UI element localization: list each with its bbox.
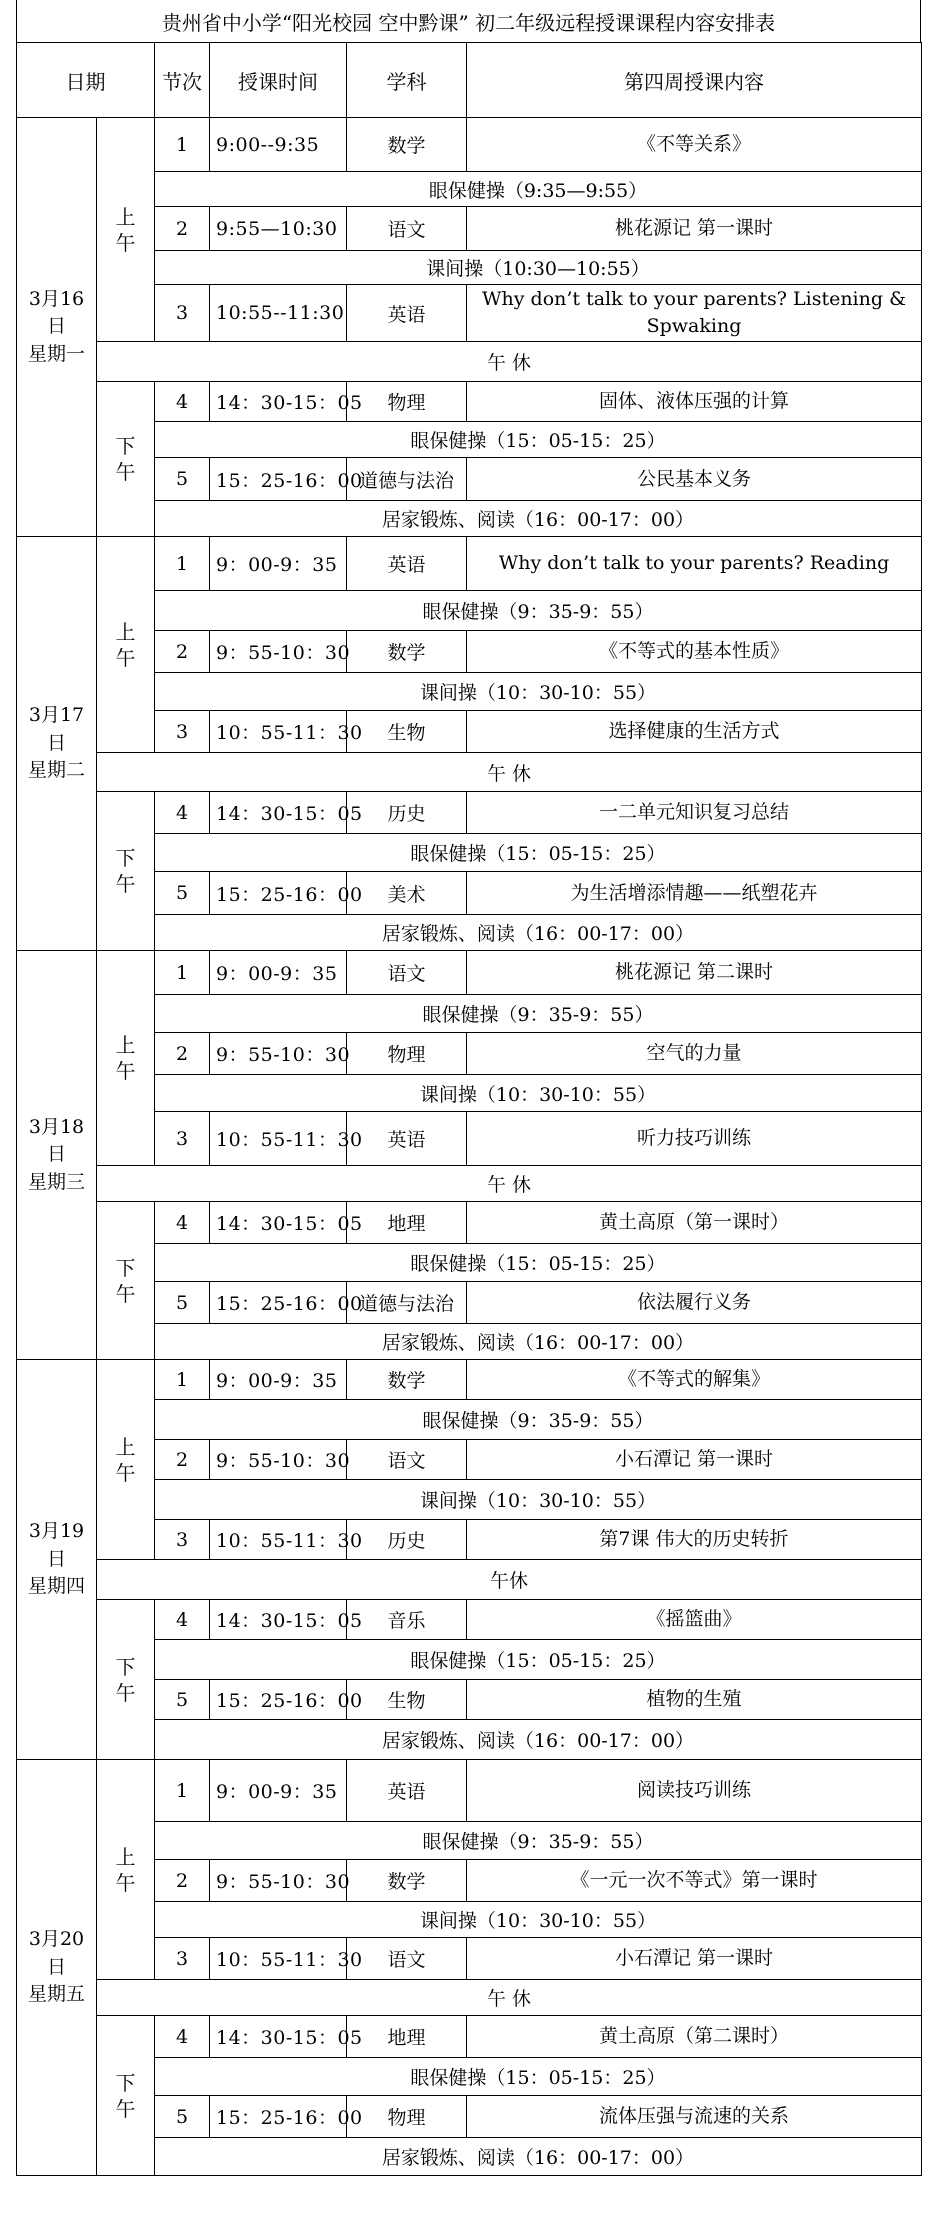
half-day-text: 下午 [115, 434, 136, 484]
break-activity: 眼保健操（15：05-15：25） [155, 1244, 922, 1282]
class-subject: 英语 [347, 1112, 467, 1166]
period-number: 1 [155, 537, 210, 591]
class-time: 14：30-15：05 [210, 1202, 347, 1244]
class-subject: 地理 [347, 1202, 467, 1244]
break-activity: 居家锻炼、阅读（16：00-17：00） [155, 915, 922, 951]
class-time: 15：25-16：00 [210, 2096, 347, 2138]
weekday-text: 星期三 [27, 1170, 85, 1193]
class-subject: 英语 [347, 537, 467, 591]
class-time: 10：55-11：30 [210, 711, 347, 753]
lunch-row [17, 342, 922, 382]
break-activity: 眼保健操（9：35-9：55） [155, 1822, 922, 1860]
class-time: 10：55-11：30 [210, 1112, 347, 1166]
schedule-table [16, 42, 922, 2176]
period-number: 3 [155, 711, 210, 753]
date-text: 3月19日 [28, 1520, 85, 1570]
class-subject: 数学 [347, 631, 467, 673]
class-content: 依法履行义务 [467, 1282, 922, 1324]
lunch-break: 午 休 [97, 1980, 922, 2016]
class-time: 9：55-10：30 [210, 631, 347, 673]
half-day-text: 下午 [115, 846, 136, 896]
header-subject: 学科 [347, 43, 467, 118]
class-subject: 语文 [347, 1938, 467, 1980]
period-number: 3 [155, 1112, 210, 1166]
period-number: 3 [155, 1520, 210, 1560]
period-number: 4 [155, 1600, 210, 1640]
period-number: 5 [155, 2096, 210, 2138]
class-row [17, 951, 922, 995]
class-time: 15：25-16：00 [210, 458, 347, 501]
break-activity: 课间操（10：30-10：55） [155, 1480, 922, 1520]
header-period: 节次 [155, 43, 210, 118]
class-content: 《不等式的解集》 [467, 1360, 922, 1400]
morning-label [97, 1760, 155, 1980]
break-activity: 眼保健操（9：35-9：55） [155, 1400, 922, 1440]
class-time: 10：55-11：30 [210, 1938, 347, 1980]
break-activity: 眼保健操（9：35-9：55） [155, 591, 922, 631]
half-day-text: 下午 [115, 1654, 136, 1705]
class-content: 《摇篮曲》 [467, 1600, 922, 1640]
period-number: 4 [155, 792, 210, 834]
class-time: 15：25-16：00 [210, 1282, 347, 1324]
date-cell [17, 1360, 97, 1760]
afternoon-label [97, 1600, 155, 1760]
class-row [17, 118, 922, 172]
period-number: 5 [155, 872, 210, 915]
header-time: 授课时间 [210, 43, 347, 118]
schedule-body [17, 118, 922, 2176]
date-cell [17, 951, 97, 1360]
class-content: 流体压强与流速的关系 [467, 2096, 922, 2138]
period-number: 2 [155, 1033, 210, 1075]
class-time: 9：00-9：35 [210, 1360, 347, 1400]
class-content: 植物的生殖 [467, 1680, 922, 1720]
header-row [17, 43, 922, 118]
date-text: 3月17日 [28, 704, 85, 754]
break-activity: 眼保健操（9：35-9：55） [155, 995, 922, 1033]
class-subject: 英语 [347, 285, 467, 342]
class-content: 固体、液体压强的计算 [467, 382, 922, 422]
break-activity: 课间操（10：30-10：55） [155, 1902, 922, 1938]
half-day-text: 上午 [115, 1434, 136, 1485]
class-time: 14：30-15：05 [210, 792, 347, 834]
date-cell [17, 537, 97, 951]
half-day-text: 上午 [115, 1033, 136, 1083]
break-activity: 居家锻炼、阅读（16：00-17：00） [155, 1720, 922, 1760]
class-time: 9:00--9:35 [210, 118, 347, 172]
afternoon-label [97, 792, 155, 951]
class-row [17, 1760, 922, 1822]
period-number: 5 [155, 1680, 210, 1720]
class-time: 14：30-15：05 [210, 382, 347, 422]
class-time: 9：55-10：30 [210, 1440, 347, 1480]
class-content: 《不等关系》 [467, 118, 922, 172]
break-activity: 眼保健操（15：05-15：25） [155, 2058, 922, 2096]
period-number: 3 [155, 285, 210, 342]
page-title: 贵州省中小学“阳光校园 空中黔课” 初二年级远程授课课程内容安排表 [16, 0, 921, 42]
break-activity: 课间操（10：30-10：55） [155, 1075, 922, 1112]
morning-label [97, 118, 155, 342]
period-number: 1 [155, 1760, 210, 1822]
weekday-text: 星期五 [27, 1983, 85, 2006]
period-number: 5 [155, 458, 210, 501]
class-content: 小石潭记 第一课时 [467, 1440, 922, 1480]
lunch-row [17, 753, 922, 792]
class-subject: 历史 [347, 792, 467, 834]
class-time: 14：30-15：05 [210, 2016, 347, 2058]
class-content: 第7课 伟大的历史转折 [467, 1520, 922, 1560]
half-day-text: 上午 [115, 619, 136, 670]
class-row [17, 1202, 922, 1244]
class-subject: 地理 [347, 2016, 467, 2058]
class-time: 9：00-9：35 [210, 951, 347, 995]
period-number: 4 [155, 1202, 210, 1244]
break-activity: 课间操（10:30—10:55） [155, 251, 922, 285]
break-activity: 眼保健操（15：05-15：25） [155, 422, 922, 458]
class-row [17, 382, 922, 422]
class-subject: 物理 [347, 382, 467, 422]
weekday-text: 星期四 [27, 1575, 85, 1598]
break-activity: 眼保健操（15：05-15：25） [155, 1640, 922, 1680]
class-content: 《不等式的基本性质》 [467, 631, 922, 673]
class-subject: 道德与法治 [347, 458, 467, 501]
header-date: 日期 [17, 43, 155, 118]
class-time: 15：25-16：00 [210, 872, 347, 915]
afternoon-label [97, 2016, 155, 2176]
class-row [17, 1600, 922, 1640]
period-number: 3 [155, 1938, 210, 1980]
afternoon-label [97, 382, 155, 537]
class-time: 10：55-11：30 [210, 1520, 347, 1560]
class-subject: 生物 [347, 1680, 467, 1720]
period-number: 4 [155, 2016, 210, 2058]
lunch-row [17, 1560, 922, 1600]
class-row [17, 792, 922, 834]
class-time: 9：00-9：35 [210, 537, 347, 591]
class-subject: 数学 [347, 118, 467, 172]
class-content: 黄土高原（第二课时） [467, 2016, 922, 2058]
class-subject: 音乐 [347, 1600, 467, 1640]
date-text: 3月16日 [28, 287, 85, 338]
break-activity: 居家锻炼、阅读（16：00-17：00） [155, 1324, 922, 1360]
class-time: 10:55--11:30 [210, 285, 347, 342]
class-row [17, 2016, 922, 2058]
break-activity: 眼保健操（15：05-15：25） [155, 834, 922, 872]
lunch-break: 午 休 [97, 1166, 922, 1202]
class-content: 空气的力量 [467, 1033, 922, 1075]
class-time: 9：55-10：30 [210, 1033, 347, 1075]
class-subject: 英语 [347, 1760, 467, 1822]
date-cell [17, 1760, 97, 2176]
break-activity: 眼保健操（9:35—9:55） [155, 172, 922, 207]
class-subject: 物理 [347, 2096, 467, 2138]
class-content: 一二单元知识复习总结 [467, 792, 922, 834]
afternoon-label [97, 1202, 155, 1360]
weekday-text: 星期一 [27, 342, 85, 365]
lunch-break: 午 休 [97, 342, 922, 382]
class-subject: 语文 [347, 207, 467, 251]
class-subject: 生物 [347, 711, 467, 753]
class-time: 15：25-16：00 [210, 1680, 347, 1720]
class-content: 小石潭记 第一课时 [467, 1938, 922, 1980]
class-content: 桃花源记 第一课时 [467, 207, 922, 251]
class-content: 公民基本义务 [467, 458, 922, 501]
break-activity: 课间操（10：30-10：55） [155, 673, 922, 711]
period-number: 1 [155, 118, 210, 172]
break-activity: 居家锻炼、阅读（16：00-17：00） [155, 501, 922, 537]
class-subject: 数学 [347, 1860, 467, 1902]
class-subject: 数学 [347, 1360, 467, 1400]
class-content: 《一元一次不等式》第一课时 [467, 1860, 922, 1902]
class-content: 选择健康的生活方式 [467, 711, 922, 753]
class-time: 14：30-15：05 [210, 1600, 347, 1640]
break-activity: 居家锻炼、阅读（16：00-17：00） [155, 2138, 922, 2176]
class-content: 听力技巧训练 [467, 1112, 922, 1166]
morning-label [97, 1360, 155, 1560]
lunch-row [17, 1980, 922, 2016]
class-content: Why don’t talk to your parents? Listening & Spwaking [467, 285, 922, 342]
class-time: 9：55-10：30 [210, 1860, 347, 1902]
period-number: 2 [155, 1860, 210, 1902]
class-row [17, 1360, 922, 1400]
date-text: 3月20日 [28, 1928, 85, 1978]
lunch-break: 午 休 [97, 753, 922, 792]
half-day-text: 上午 [115, 1844, 136, 1895]
morning-label [97, 951, 155, 1166]
date-text: 3月18日 [28, 1115, 85, 1166]
class-content: Why don’t talk to your parents? Reading [467, 537, 922, 591]
date-cell [17, 118, 97, 537]
half-day-text: 上午 [115, 204, 136, 255]
period-number: 4 [155, 382, 210, 422]
class-subject: 历史 [347, 1520, 467, 1560]
half-day-text: 下午 [115, 2070, 136, 2121]
class-row [17, 537, 922, 591]
class-subject: 道德与法治 [347, 1282, 467, 1324]
class-content: 阅读技巧训练 [467, 1760, 922, 1822]
lunch-row [17, 1166, 922, 1202]
class-time: 9:55—10:30 [210, 207, 347, 251]
class-subject: 物理 [347, 1033, 467, 1075]
lunch-break: 午休 [97, 1560, 922, 1600]
header-content: 第四周授课内容 [467, 43, 922, 118]
class-subject: 语文 [347, 951, 467, 995]
class-subject: 语文 [347, 1440, 467, 1480]
class-content: 为生活增添情趣——纸塑花卉 [467, 872, 922, 915]
half-day-text: 下午 [115, 1255, 136, 1306]
class-subject: 美术 [347, 872, 467, 915]
class-content: 黄土高原（第一课时） [467, 1202, 922, 1244]
class-content: 桃花源记 第二课时 [467, 951, 922, 995]
period-number: 2 [155, 1440, 210, 1480]
period-number: 5 [155, 1282, 210, 1324]
period-number: 1 [155, 951, 210, 995]
period-number: 1 [155, 1360, 210, 1400]
period-number: 2 [155, 207, 210, 251]
weekday-text: 星期二 [27, 759, 85, 782]
morning-label [97, 537, 155, 753]
class-time: 9：00-9：35 [210, 1760, 347, 1822]
period-number: 2 [155, 631, 210, 673]
